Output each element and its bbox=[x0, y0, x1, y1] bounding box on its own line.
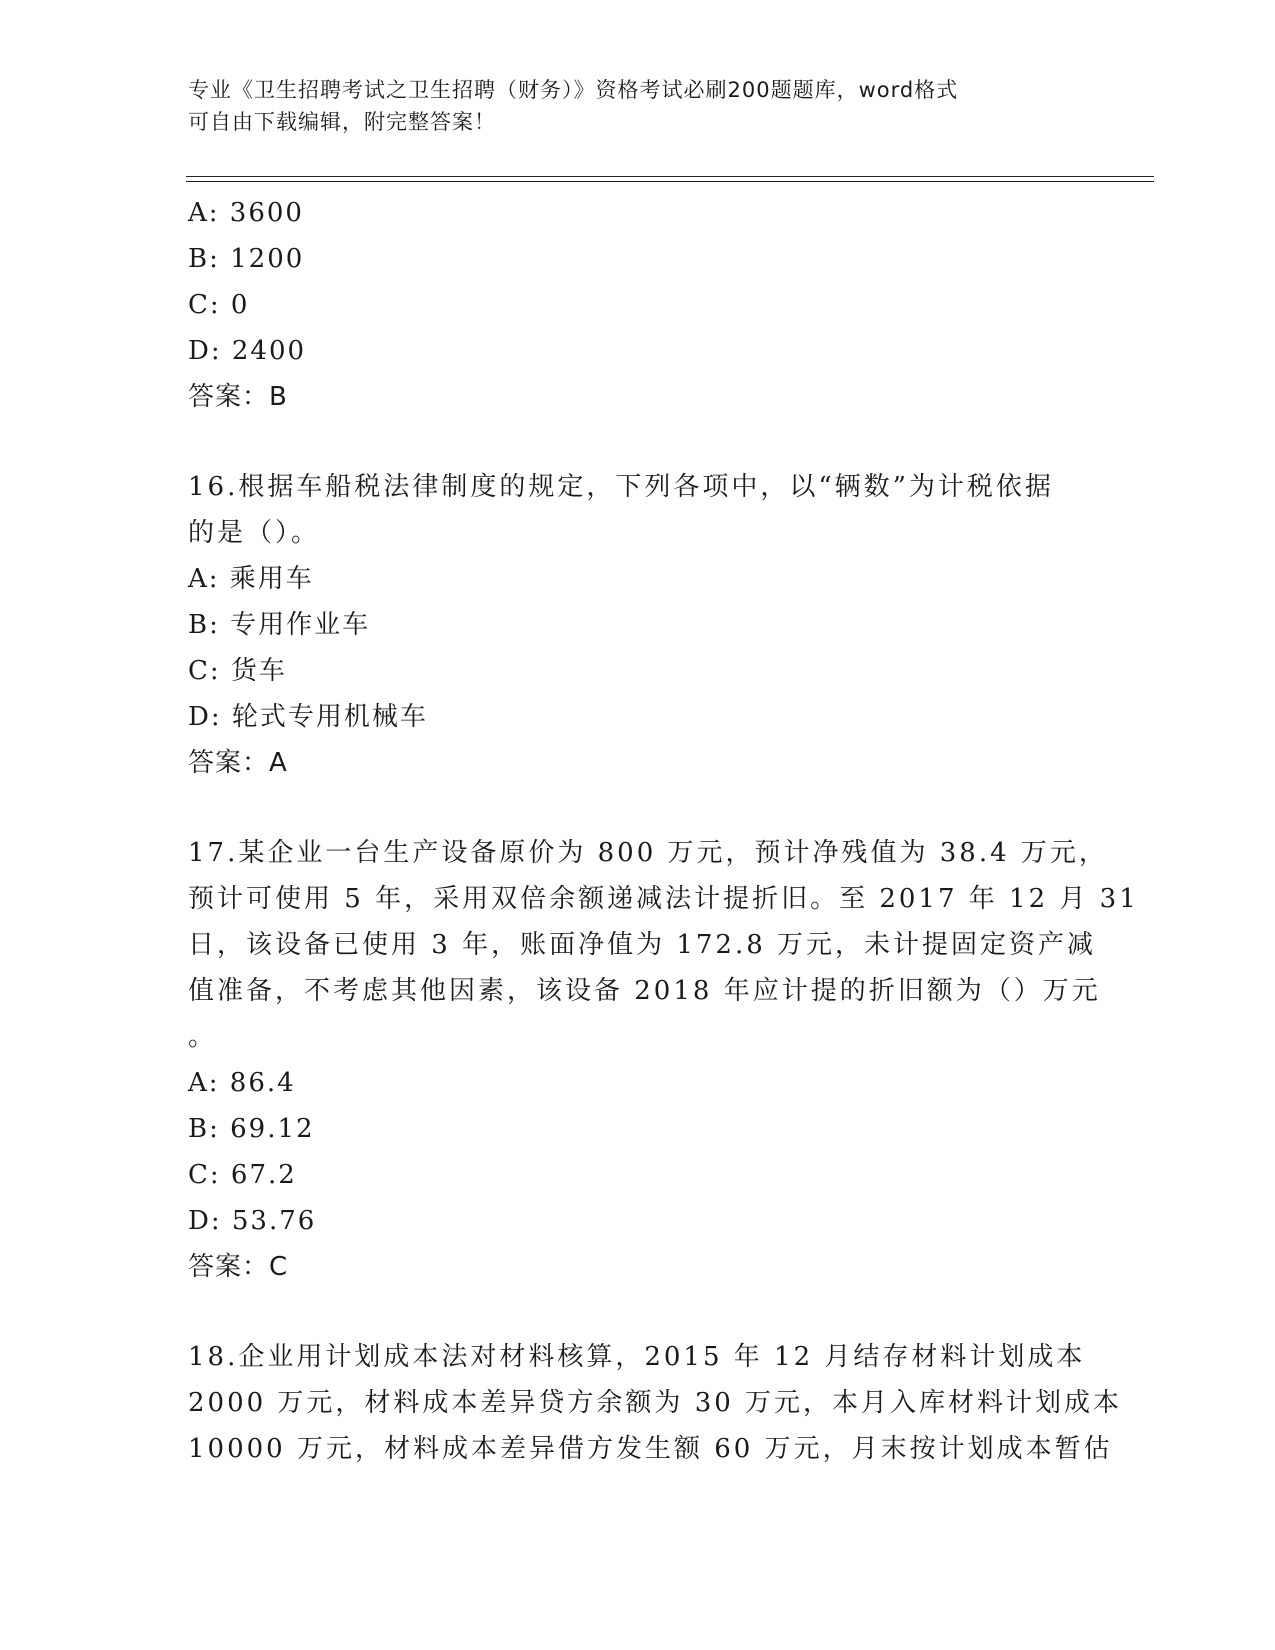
option-d: D: 2400 bbox=[188, 336, 307, 366]
spacer bbox=[188, 1290, 1088, 1334]
option-a: A: 3600 bbox=[188, 198, 304, 228]
question-17 bbox=[188, 830, 1139, 1290]
question-text-line: 日，该设备已使用 3 年，账面净值为 172.8 万元，未计提固定资产减 bbox=[188, 930, 1097, 960]
option-c: C: 0 bbox=[188, 290, 250, 320]
question-text-line: 预计可使用 5 年，采用双倍余额递减法计提折旧。至 2017 年 12 月 31 bbox=[188, 884, 1139, 914]
answer: 答案：A bbox=[188, 748, 288, 778]
option-c: C: 67.2 bbox=[188, 1160, 297, 1190]
question-text-line: 的是（）。 bbox=[188, 518, 321, 548]
question-text-line: 2000 万元，材料成本差异贷方余额为 30 万元，本月入库材料计划成本 bbox=[188, 1388, 1123, 1418]
question-text-line: 。 bbox=[188, 1022, 218, 1052]
question-text-line: 10000 万元，材料成本差异借方发生额 60 万元，月末按计划成本暂估 bbox=[188, 1434, 1113, 1464]
option-b: B: 专用作业车 bbox=[188, 610, 371, 640]
question-18 bbox=[188, 1334, 1123, 1472]
answer: 答案：B bbox=[188, 382, 288, 412]
header-rule-bottom bbox=[186, 181, 1154, 182]
question-text-line: 16.根据车船税法律制度的规定，下列各项中，以“辆数”为计税依据 bbox=[188, 472, 1054, 502]
option-d: D: 轮式专用机械车 bbox=[188, 702, 428, 732]
document-body bbox=[188, 190, 1139, 1472]
question-16 bbox=[188, 464, 1088, 786]
question-text-line: 18.企业用计划成本法对材料核算，2015 年 12 月结存材料计划成本 bbox=[188, 1342, 1086, 1372]
question-text-line: 17.某企业一台生产设备原价为 800 万元，预计净残值为 38.4 万元， bbox=[188, 838, 1108, 868]
header-line-2: 可自由下载编辑，附完整答案！ bbox=[188, 110, 496, 134]
answer: 答案：C bbox=[188, 1252, 289, 1282]
option-a: A: 86.4 bbox=[188, 1068, 296, 1098]
header-line-1: 专业《卫生招聘考试之卫生招聘（财务）》资格考试必刷200题题库，word格式 bbox=[188, 78, 959, 102]
header-rule-top bbox=[186, 176, 1154, 177]
option-c: C: 货车 bbox=[188, 656, 287, 686]
option-a: A: 乘用车 bbox=[188, 564, 314, 594]
option-d: D: 53.76 bbox=[188, 1206, 317, 1236]
option-b: B: 1200 bbox=[188, 244, 305, 274]
question-15 bbox=[188, 190, 1088, 420]
option-b: B: 69.12 bbox=[188, 1114, 315, 1144]
spacer bbox=[188, 420, 1088, 464]
question-text-line: 值准备，不考虑其他因素，该设备 2018 年应计提的折旧额为（）万元 bbox=[188, 976, 1101, 1006]
spacer bbox=[188, 786, 1088, 830]
document-header bbox=[188, 74, 1068, 138]
